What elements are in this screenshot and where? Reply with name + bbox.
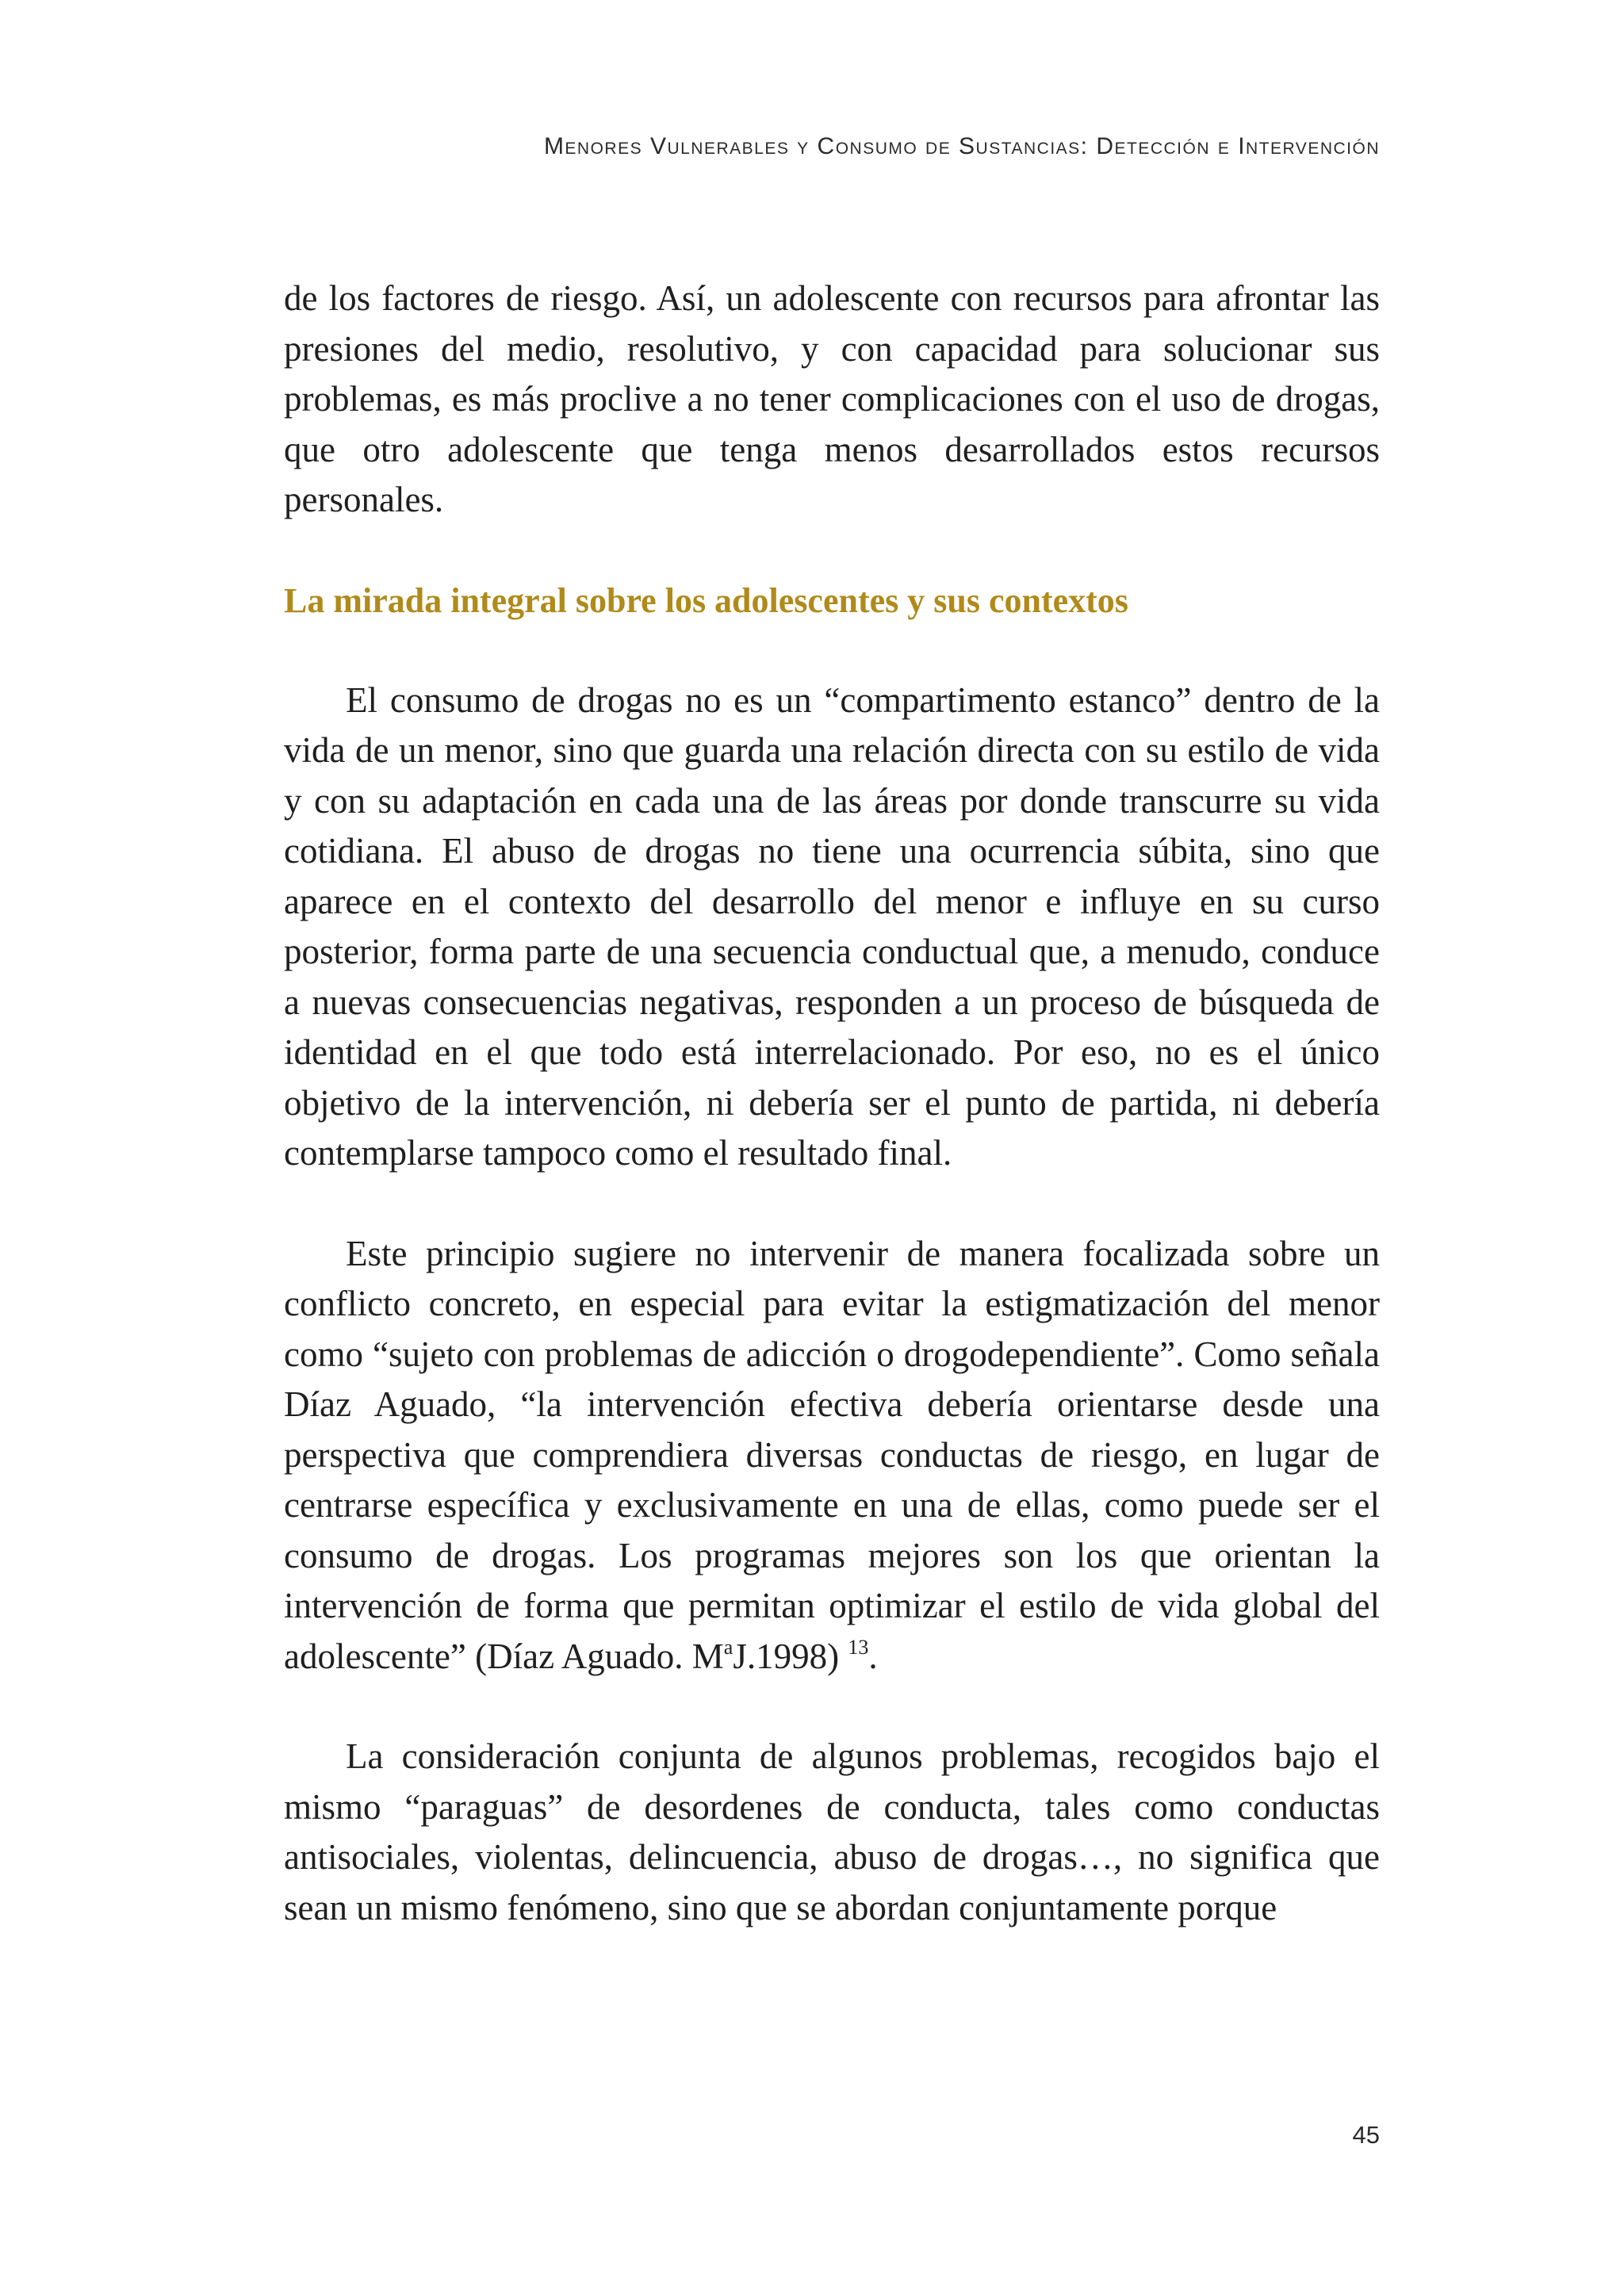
paragraph-2: El consumo de drogas no es un “compartimento estanco” dentro de la vida de un menor, sino que guarda una relación directa con su estilo de vida y con su adaptación en cada una de las áreas por donde transcurre su vida cotidiana. El abuso de drogas no tiene una ocurrencia súbita, sino que aparece en el contexto del desarrollo del menor e influye en su curso posterior, forma parte de una secuencia conductual que, a menudo, conduce a nuevas consecuencias negativas, responden a un proceso de búsqueda de identidad en el que todo está interrelacionado. Por eso, no es el único objetivo de la intervención, ni debería ser el punto de partida, ni debería contemplarse tampoco como el resultado final. <box>284 679 1380 1173</box>
paragraph-3-text: Este principio sugiere no intervenir de manera focalizada sobre un conflicto concreto, en especial para evitar la estigmatización del menor como “sujeto con problemas de adicción o drogodependiente”. Como señala Díaz Aguado, “la intervención efectiva debería orientarse desde una perspectiva que comprendiera diversas conductas de riesgo, en lugar de centrarse específica y exclusivamente en una de ellas, como puede ser el consumo de drogas. Los programas mejores son los que orientan la intervención de forma que permitan optimizar el estilo de vida global del adolescente” (Díaz Aguado. M <box>284 1233 1380 1676</box>
paragraph-1: de los factores de riesgo. Así, un adolescente con recursos para afrontar las presiones del medio, resolutivo, y con capacidad para solucionar sus problemas, es más proclive a no tener complicaciones con el uso de drogas, que otro adolescente que tenga menos desarrollados estos recursos personales. <box>284 278 1380 519</box>
body-text <box>284 274 1380 1933</box>
paragraph-4: La consideración conjunta de algunos problemas, recogidos bajo el mismo “paraguas” de desordenes de conducta, tales como conductas antisociales, violentas, delincuencia, abuso de drogas…, no significa que sean un mismo fenómeno, sino que se abordan conjuntamente porque <box>284 1736 1380 1927</box>
section-heading: La mirada integral sobre los adolescentes y sus contextos <box>284 580 1128 620</box>
running-header: Menores Vulnerables y Consumo de Sustancias: Detección e Intervención <box>543 133 1380 159</box>
ordinal-superscript: a <box>723 1635 733 1659</box>
paragraph-3-end: . <box>868 1636 878 1676</box>
page-number: 45 <box>1352 2121 1380 2149</box>
citation-year: J.1998) <box>733 1636 848 1676</box>
footnote-reference: 13 <box>848 1635 869 1659</box>
paragraph-3 <box>284 1229 1380 1682</box>
